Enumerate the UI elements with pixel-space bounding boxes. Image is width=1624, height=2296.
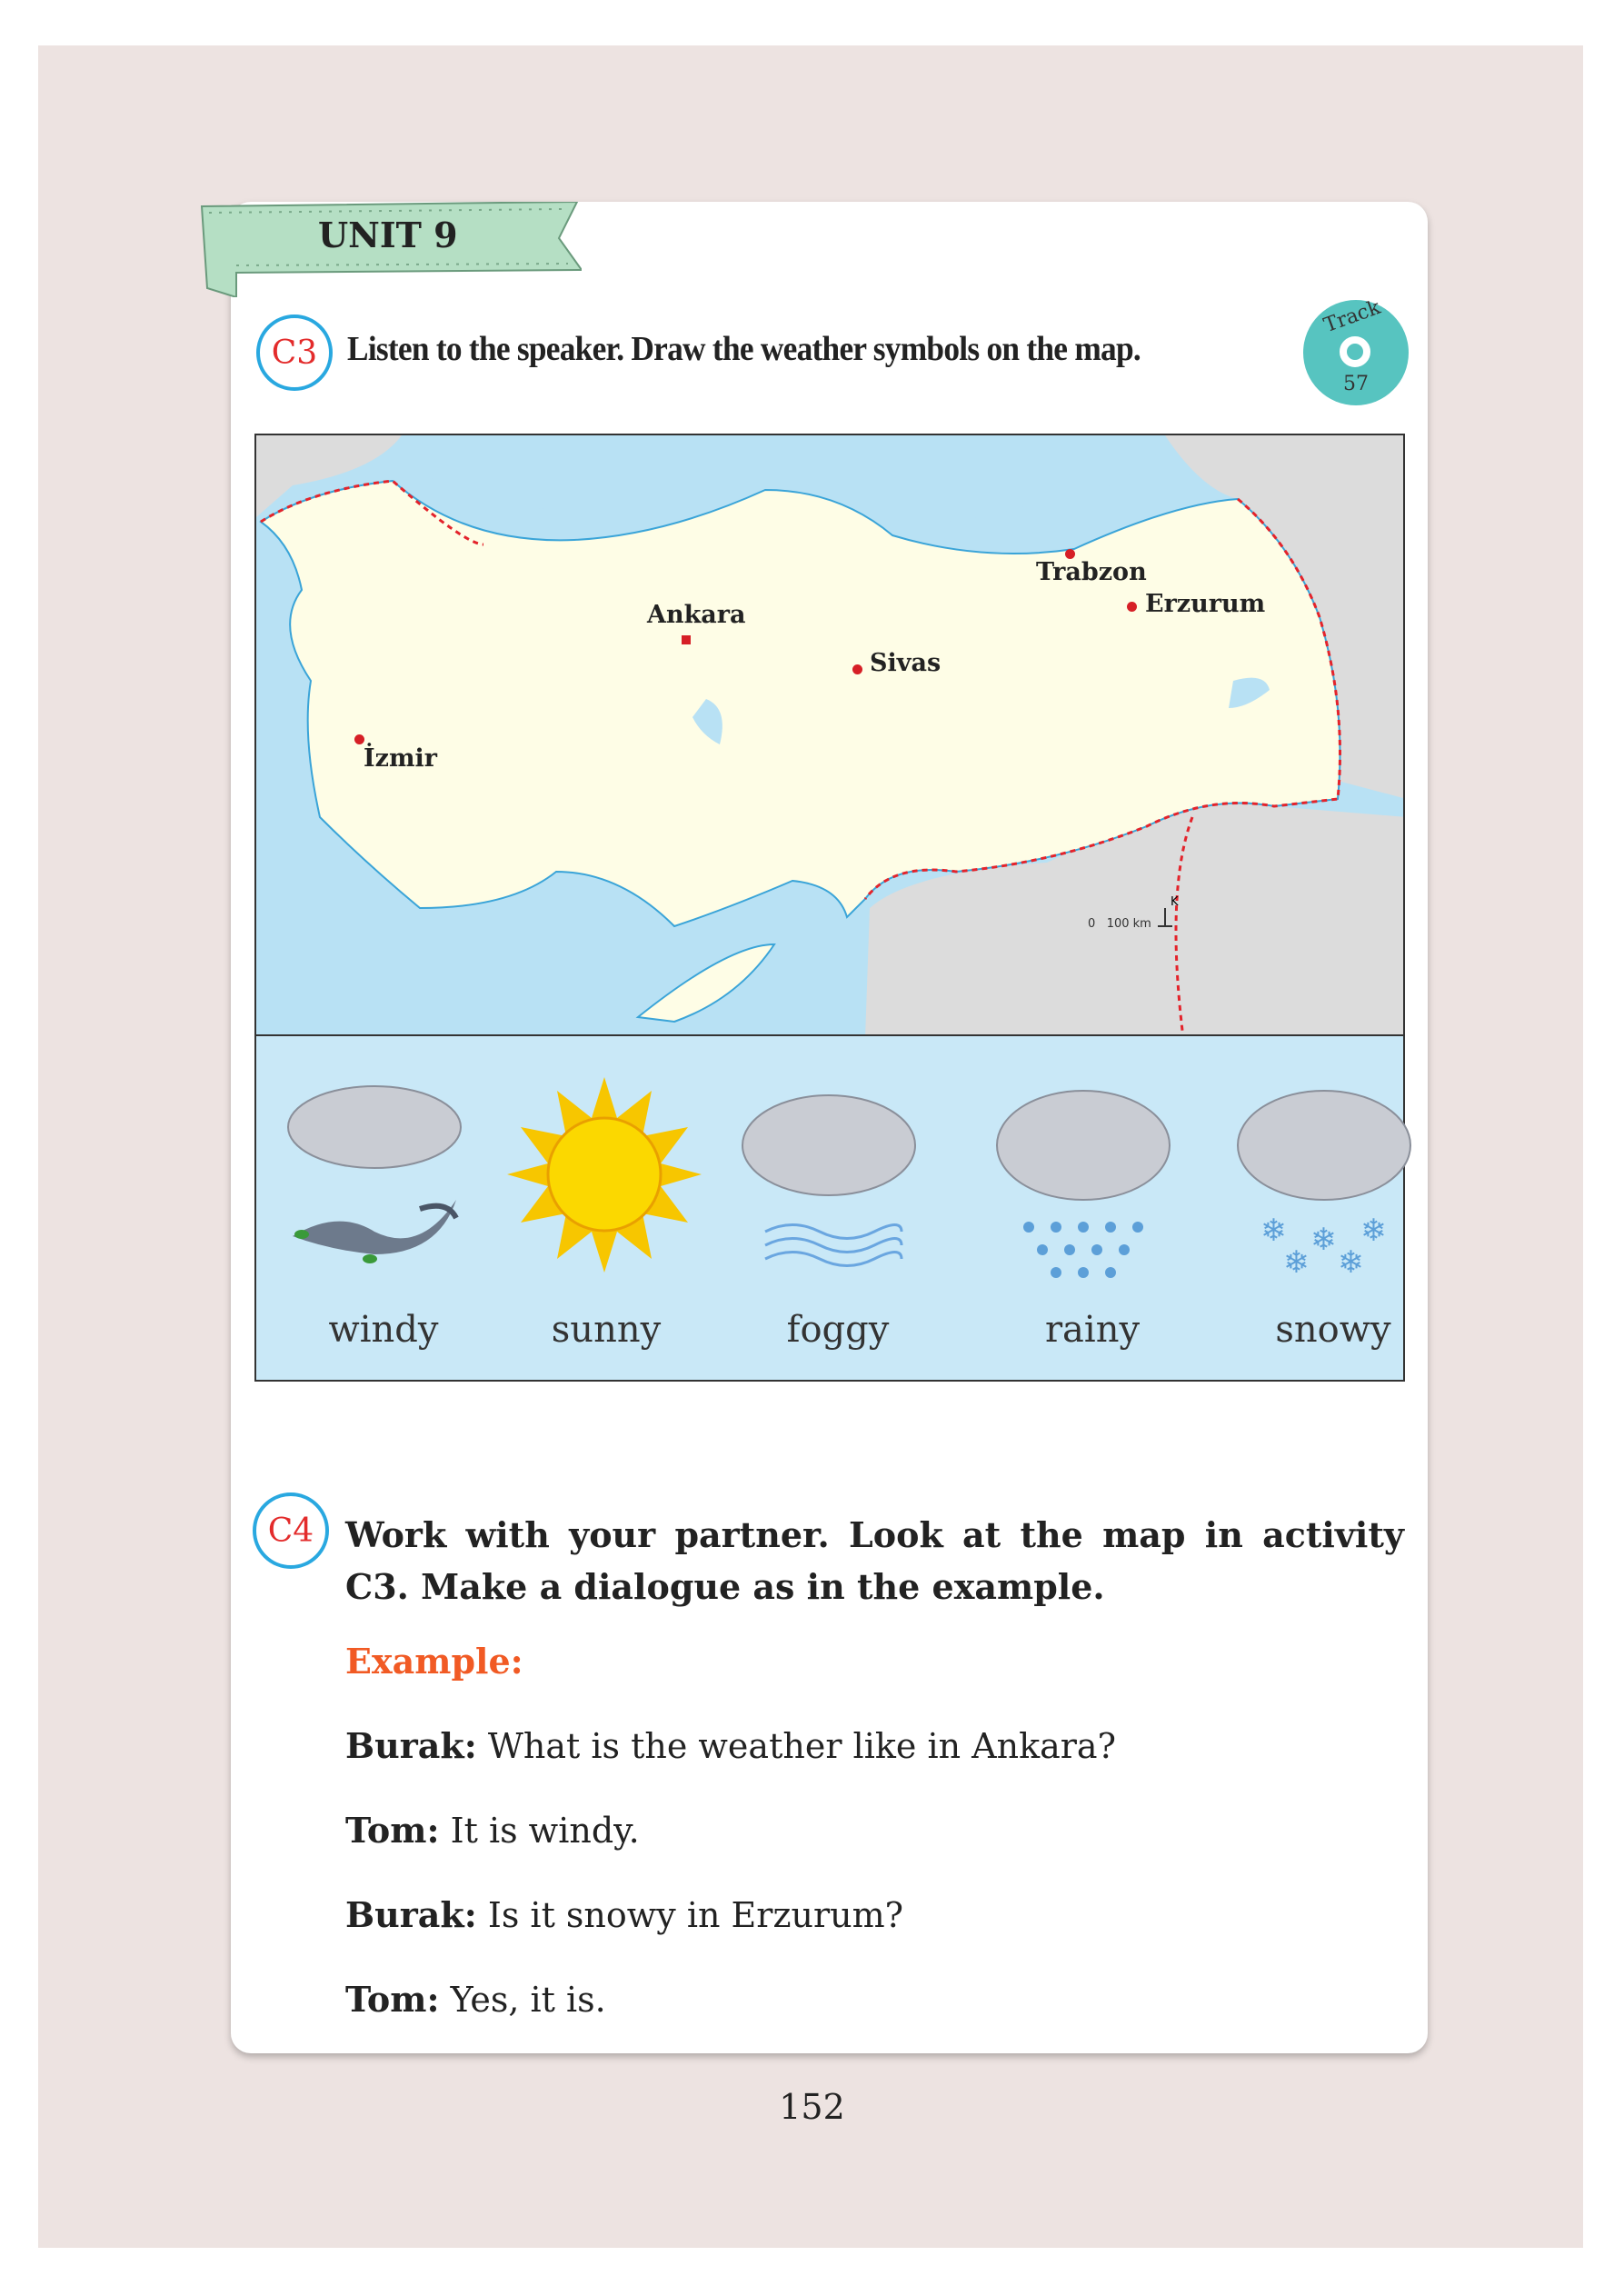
weather-rainy: [979, 1036, 1206, 1382]
snow-icon: [1233, 1073, 1433, 1291]
sun-icon: [506, 1073, 706, 1291]
svg-text:❄: ❄: [1310, 1222, 1337, 1258]
c3-instruction: Listen to the speaker. Draw the weather symbols on the map.: [347, 330, 1141, 368]
cd-hole: [1340, 336, 1370, 367]
weather-symbols-panel: [254, 1036, 1405, 1382]
page-number: 152: [779, 2087, 845, 2127]
track-number: 57: [1343, 373, 1369, 395]
city-dot: [1127, 602, 1137, 612]
dialogue-line: Tom: It is windy.: [345, 1810, 640, 1851]
dialogue-line: Tom: Yes, it is.: [345, 1979, 606, 2020]
label-windy: windy: [328, 1309, 439, 1351]
turkey-map[interactable]: [254, 434, 1405, 1036]
weather-windy: [270, 1036, 497, 1382]
rain-icon: [992, 1073, 1192, 1291]
city-trabzon: Trabzon: [1036, 558, 1147, 586]
example-label: Example:: [345, 1641, 523, 1682]
label-foggy: foggy: [786, 1309, 890, 1351]
map-shapes: [256, 435, 1405, 1036]
weather-snowy: [1220, 1036, 1447, 1382]
activity-badge-c3: C3: [256, 314, 333, 391]
dialogue-line: Burak: Is it snowy in Erzurum?: [345, 1894, 903, 1935]
capital-marker: [682, 635, 691, 644]
city-dot: [354, 734, 364, 744]
svg-text:❄: ❄: [1338, 1244, 1364, 1281]
label-rainy: rainy: [1044, 1309, 1141, 1351]
weather-foggy: [724, 1036, 951, 1382]
activity-badge-c4: C4: [253, 1492, 329, 1569]
svg-text:❄: ❄: [1360, 1213, 1387, 1249]
svg-text:❄: ❄: [1283, 1244, 1310, 1281]
city-ankara: Ankara: [647, 601, 746, 629]
dialogue-line: Burak: What is the weather like in Ankara?: [345, 1725, 1116, 1766]
unit-title: UNIT 9: [318, 215, 458, 255]
label-sunny: sunny: [551, 1309, 662, 1351]
c4-instruction: Work with your partner. Look at the map in activity C3. Make a dialogue as in the example.: [345, 1514, 1404, 1607]
track-label: Track: [1320, 295, 1384, 338]
weather-sunny: [493, 1036, 720, 1382]
city-izmir: İzmir: [364, 744, 438, 773]
city-sivas: Sivas: [870, 649, 942, 677]
windy-icon: [284, 1073, 483, 1291]
map-scale: 0 100 km: [1088, 917, 1151, 931]
north-label: K: [1171, 895, 1179, 909]
audio-track-icon[interactable]: [1303, 295, 1409, 405]
fog-icon: [738, 1073, 938, 1291]
svg-text:❄: ❄: [1260, 1213, 1287, 1249]
label-snowy: snowy: [1275, 1309, 1391, 1351]
city-erzurum: Erzurum: [1145, 590, 1266, 618]
city-dot: [852, 664, 862, 674]
